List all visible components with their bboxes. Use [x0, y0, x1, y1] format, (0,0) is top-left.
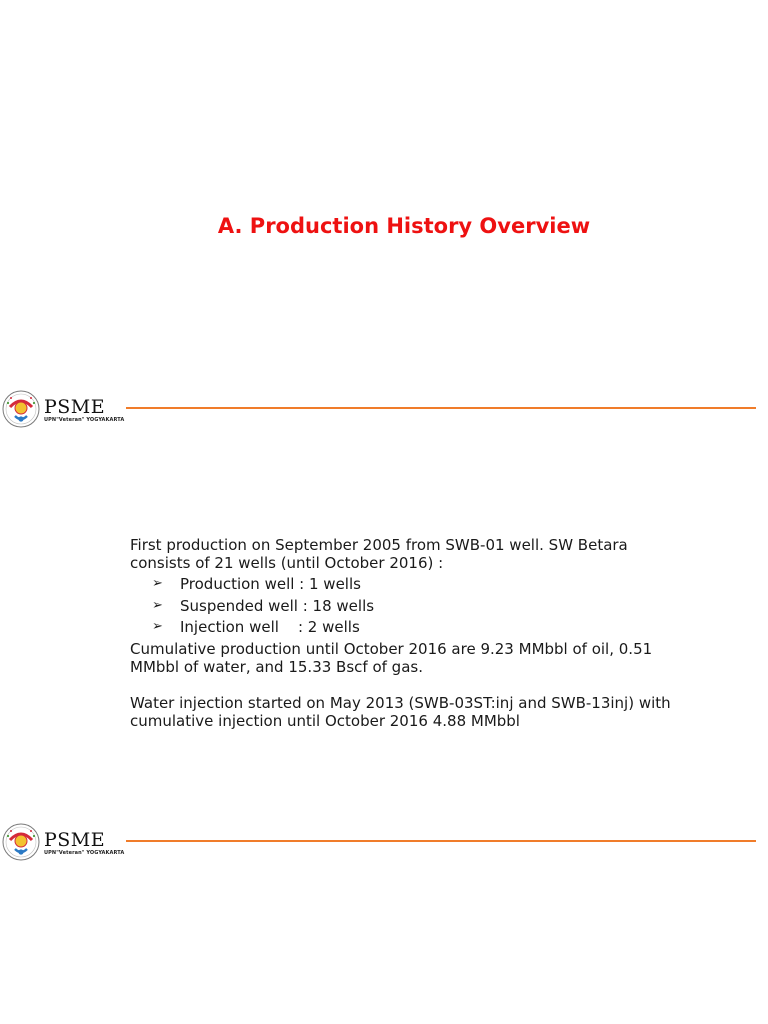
list-item-label: Suspended well : 18 wells	[180, 596, 375, 615]
footer-rule	[126, 840, 756, 842]
arrow-bullet-icon: ➢	[152, 597, 163, 613]
wells-list	[130, 575, 690, 636]
intro-paragraph: First production on September 2005 from SWB-01 well. SW Betara consists of 21 wells (until October 2016) :	[130, 536, 628, 572]
logo-subtitle: UPN"Veteran" YOGYAKARTA	[44, 850, 125, 856]
university-seal-icon	[2, 389, 40, 429]
logo-subtitle: UPN"Veteran" YOGYAKARTA	[44, 417, 125, 423]
university-seal-icon	[2, 822, 40, 862]
list-item	[152, 618, 690, 636]
header-rule	[126, 407, 756, 409]
list-item	[152, 575, 690, 593]
logo-wordmark: PSME	[44, 829, 106, 851]
list-item	[152, 597, 690, 615]
list-item-label: Production well : 1 wells	[180, 575, 361, 593]
logo-wordmark: PSME	[44, 396, 106, 418]
body-text	[130, 536, 690, 730]
arrow-bullet-icon: ➢	[152, 576, 163, 591]
cumulative-paragraph: Cumulative production until October 2016 are 9.23 MMbbl of oil, 0.51 MMbbl of water, and 15.33 Bscf of gas.	[130, 639, 653, 676]
arrow-bullet-icon: ➢	[152, 619, 163, 634]
header-bar-bottom	[0, 820, 768, 864]
header-bar-top	[0, 387, 768, 431]
injection-paragraph: Water injection started on May 2013 (SWB-03ST:inj and SWB-13inj) with cumulative injection until October 2016 4.88 MMbbl	[130, 693, 671, 730]
slide-title: A. Production History Overview	[217, 214, 591, 238]
list-item-label: Injection well : 2 wells	[180, 618, 360, 636]
